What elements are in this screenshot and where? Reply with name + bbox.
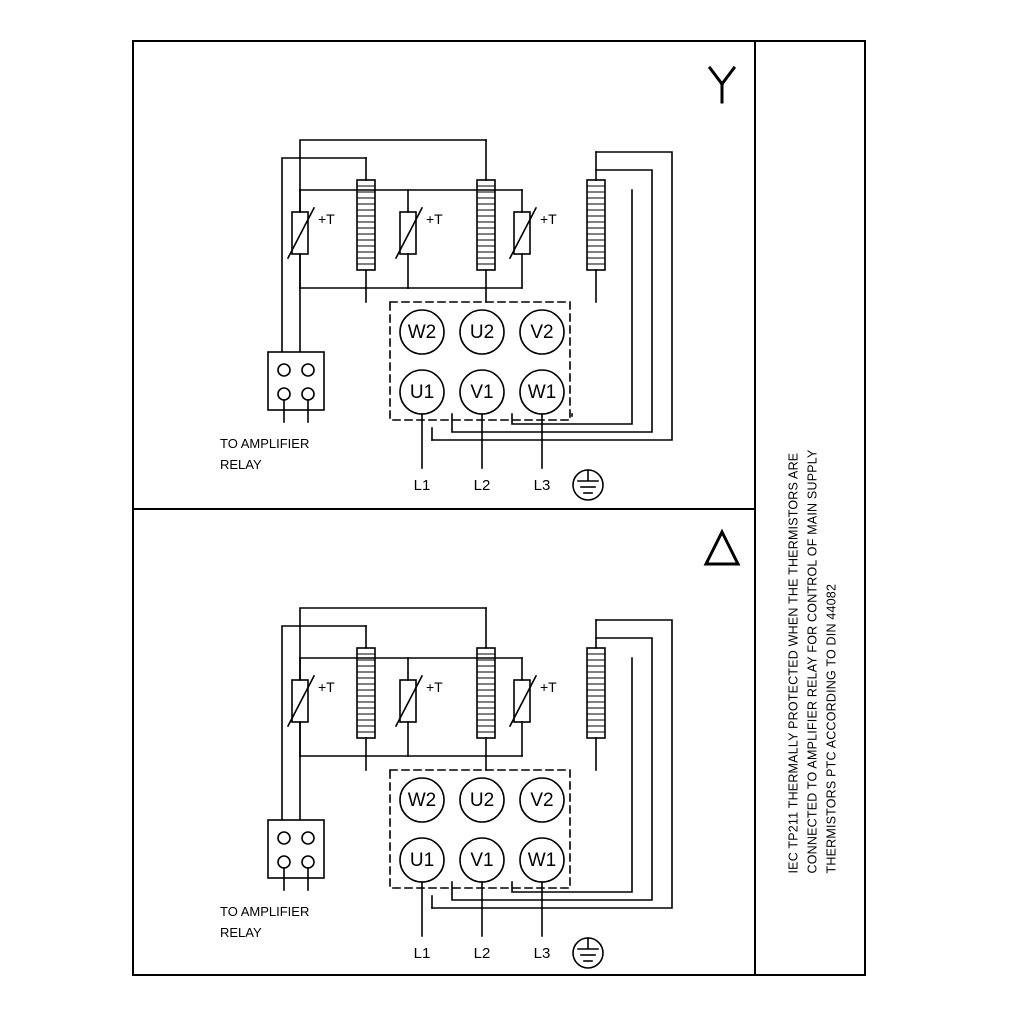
terminal-label-w1: W1 [527,382,557,403]
supply-label-l3: L3 [533,477,551,494]
winding-3 [587,152,605,302]
terminal-label-u2: U2 [469,790,495,811]
terminal-label-v2: V2 [530,322,554,343]
supply-label-l1: L1 [413,477,431,494]
amplifier-label-line2: RELAY [220,457,262,472]
thermistor-label-3: +T [540,211,557,227]
note-line-1: IEC TP211 THERMALLY PROTECTED WHEN THE THERMISTORS ARE [786,452,801,874]
earth-ground-icon [573,938,603,968]
thermistor-label-2: +T [426,211,443,227]
note-line-3: THERMISTORS PTC ACCORDING TO DIN 44082 [824,583,839,874]
supply-label-l2: L2 [473,477,491,494]
supply-label-l1: L1 [413,945,431,962]
thermistor-label-3: +T [540,679,557,695]
terminal-label-v1: V1 [470,850,494,871]
terminal-label-u2: U2 [469,322,495,343]
winding-1 [357,158,375,302]
amplifier-label-line2: RELAY [220,925,262,940]
amplifier-terminal-block [268,820,324,890]
thermistor-3 [510,190,536,288]
earth-ground-icon [573,470,603,500]
winding-1 [357,626,375,770]
thermistor-1 [288,658,314,756]
terminal-label-u1: U1 [409,850,435,871]
thermistor-label-1: +T [318,211,335,227]
thermistor-3 [510,658,536,756]
thermistor-2 [396,658,422,756]
winding-3 [587,620,605,770]
terminal-label-w2: W2 [407,322,437,343]
terminal-label-w1: W1 [527,850,557,871]
thermistor-1 [288,190,314,288]
wye-symbol [710,68,734,102]
terminal-label-u1: U1 [409,382,435,403]
winding-2 [477,140,495,302]
note-line-2: CONNECTED TO AMPLIFIER RELAY FOR CONTROL OF MAIN SUPPLY [805,449,820,874]
terminal-label-v2: V2 [530,790,554,811]
note-block [785,54,842,874]
winding-2 [477,608,495,770]
supply-label-l2: L2 [473,945,491,962]
delta-symbol [706,532,738,564]
note-column [756,40,866,976]
star-schematic [132,40,754,508]
panel-delta [132,508,754,976]
panel-star [132,40,754,508]
amplifier-label-line1: TO AMPLIFIER [220,436,310,451]
thermistor-label-2: +T [426,679,443,695]
thermistor-2 [396,190,422,288]
delta-schematic [132,508,754,976]
amplifier-label-line1: TO AMPLIFIER [220,904,310,919]
terminal-label-w2: W2 [407,790,437,811]
thermistor-label-1: +T [318,679,335,695]
amplifier-terminal-block [268,352,324,422]
terminal-label-v1: V1 [470,382,494,403]
supply-label-l3: L3 [533,945,551,962]
